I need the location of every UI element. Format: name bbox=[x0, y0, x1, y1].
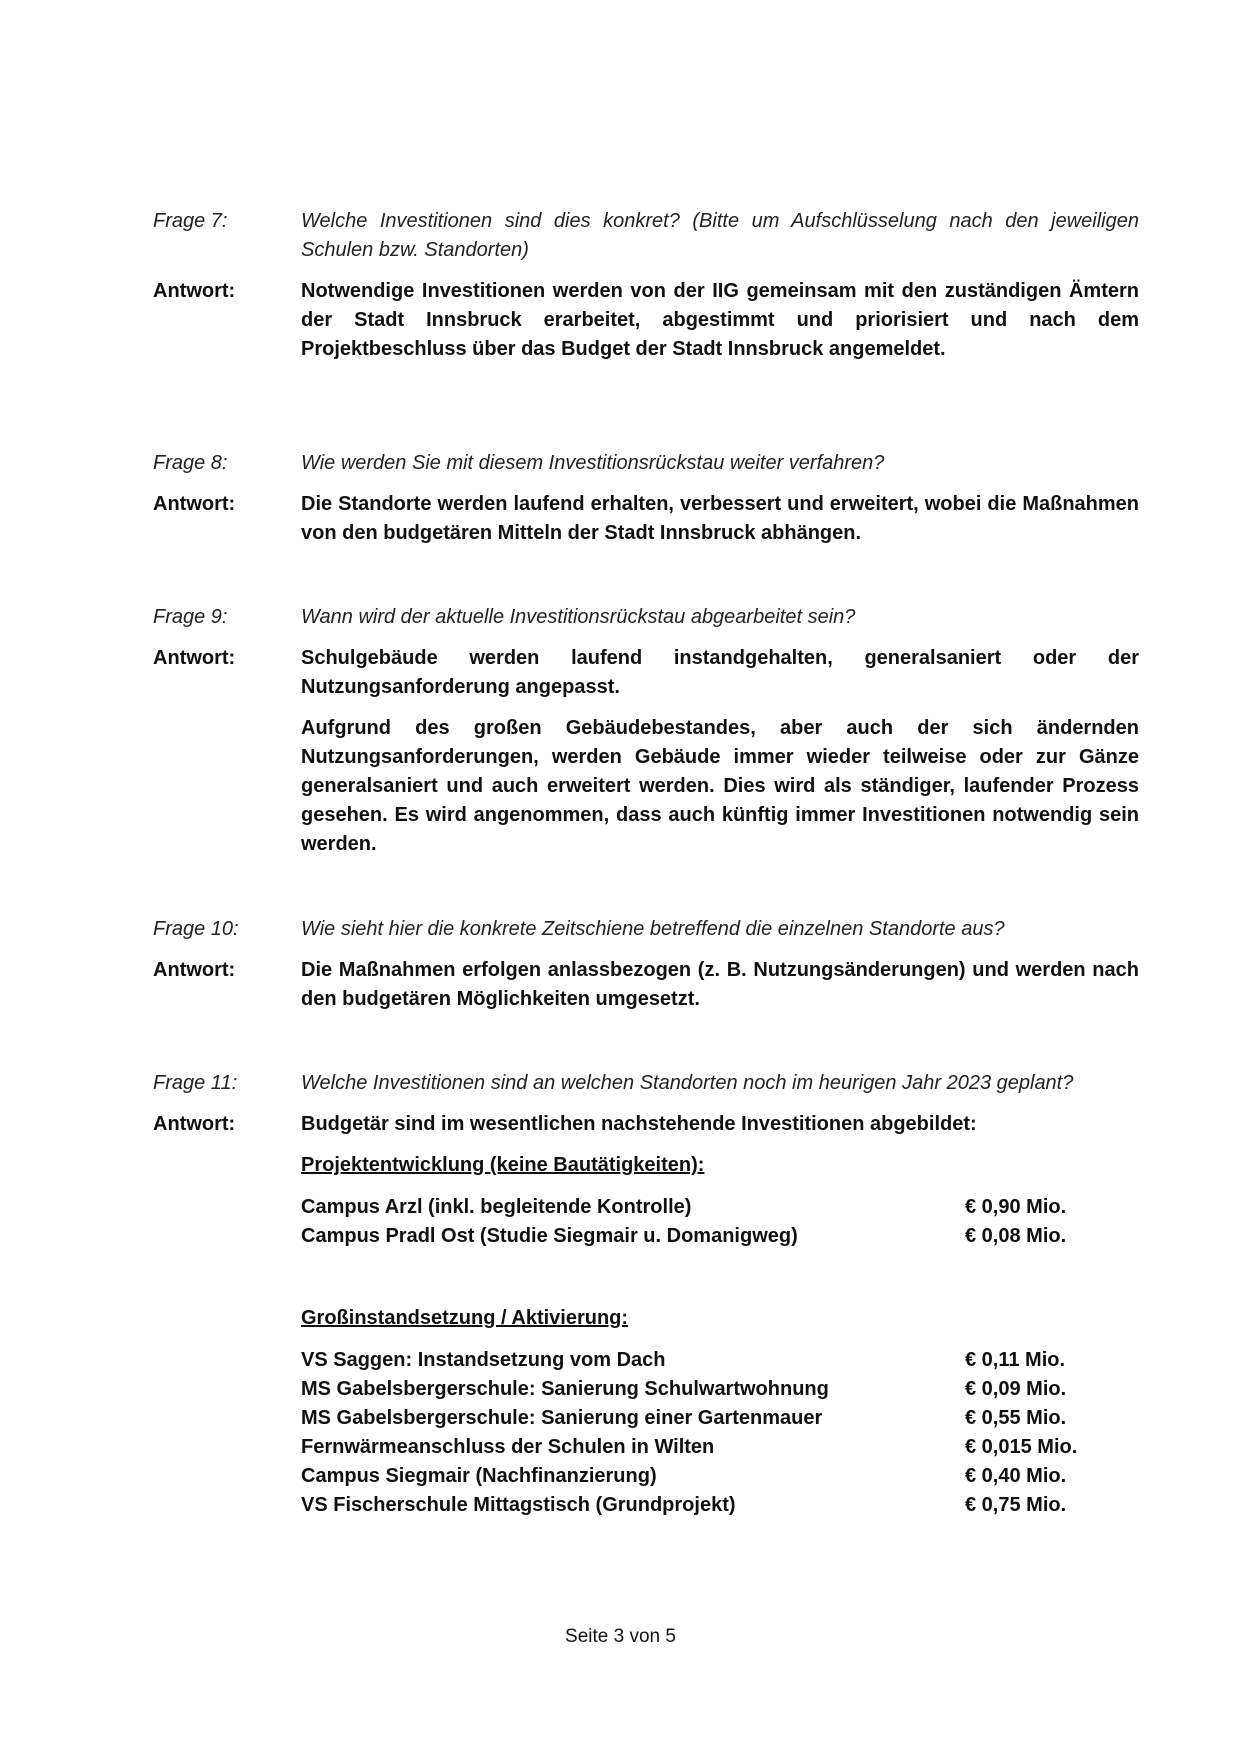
question-label: Frage 7: bbox=[153, 210, 228, 232]
item-amount: € 0,55 Mio. bbox=[965, 1407, 1067, 1429]
answer-text: Aufgrund des großen Gebäudebestandes, aber auch der sich ändernden Nutzungsanforderungen, werden Gebäude immer wieder teilweise oder zur Gänze generalsaniert und auch erweitert werden. Dies wird als ständiger, laufender Prozess gesehen. Es wird angenommen, dass auch künftig immer Investitionen notwendig sein werden. bbox=[301, 717, 1139, 855]
qa-block-9 bbox=[153, 603, 1143, 859]
item-name: Campus Arzl (inkl. begleitende Kontrolle) bbox=[301, 1196, 692, 1218]
investment-item bbox=[301, 1433, 1139, 1462]
question-text: Wie sieht hier die konkrete Zeitschiene betreffend die einzelnen Standorte aus? bbox=[301, 918, 1005, 940]
item-name: Campus Siegmair (Nachfinanzierung) bbox=[301, 1465, 657, 1487]
question-label: Frage 10: bbox=[153, 918, 239, 940]
answer-text: Die Maßnahmen erfolgen anlassbezogen (z. B. Nutzungsänderungen) und werden nach den budgetären Möglichkeiten umgesetzt. bbox=[301, 959, 1139, 1010]
question-label: Frage 9: bbox=[153, 606, 228, 628]
item-amount: € 0,40 Mio. bbox=[965, 1465, 1067, 1487]
qa-block-10 bbox=[153, 915, 1143, 1014]
answer-text: Die Standorte werden laufend erhalten, verbessert und erweitert, wobei die Maßnahmen von den budgetären Mitteln der Stadt Innsbruck abhängen. bbox=[301, 493, 1139, 544]
item-amount: € 0,09 Mio. bbox=[965, 1378, 1067, 1400]
question-text: Wann wird der aktuelle Investitionsrückstau abgearbeitet sein? bbox=[301, 606, 856, 628]
answer-label: Antwort: bbox=[153, 1113, 236, 1135]
question-text: Wie werden Sie mit diesem Investitionsrückstau weiter verfahren? bbox=[301, 452, 885, 474]
question-text: Welche Investitionen sind an welchen Standorten noch im heurigen Jahr 2023 geplant? bbox=[301, 1072, 1074, 1094]
investment-item bbox=[301, 1491, 1139, 1520]
investment-item bbox=[301, 1193, 1139, 1222]
investment-item bbox=[301, 1346, 1139, 1375]
item-amount: € 0,75 Mio. bbox=[965, 1494, 1067, 1516]
investment-item bbox=[301, 1462, 1139, 1491]
item-name: VS Fischerschule Mittagstisch (Grundprojekt) bbox=[301, 1494, 736, 1516]
investment-item bbox=[301, 1404, 1139, 1433]
item-amount: € 0,90 Mio. bbox=[965, 1196, 1067, 1218]
item-amount: € 0,11 Mio. bbox=[965, 1349, 1066, 1371]
item-name: MS Gabelsbergerschule: Sanierung einer Gartenmauer bbox=[301, 1407, 823, 1429]
answer-text: Budgetär sind im wesentlichen nachstehende Investitionen abgebildet: bbox=[301, 1113, 977, 1135]
answer-label: Antwort: bbox=[153, 647, 236, 669]
item-name: Campus Pradl Ost (Studie Siegmair u. Domanigweg) bbox=[301, 1225, 798, 1247]
item-name: VS Saggen: Instandsetzung vom Dach bbox=[301, 1349, 666, 1371]
answer-label: Antwort: bbox=[153, 493, 236, 515]
answer-label: Antwort: bbox=[153, 959, 236, 981]
qa-block-7 bbox=[153, 207, 1143, 364]
qa-block-8 bbox=[153, 449, 1143, 548]
investment-item bbox=[301, 1222, 1139, 1251]
item-amount: € 0,08 Mio. bbox=[965, 1225, 1067, 1247]
question-text: Welche Investitionen sind dies konkret? (Bitte um Aufschlüsselung nach den jeweiligen Schulen bzw. Standorten) bbox=[301, 210, 1139, 261]
qa-block-11 bbox=[153, 1069, 1143, 1520]
item-amount: € 0,015 Mio. bbox=[965, 1436, 1078, 1458]
answer-label: Antwort: bbox=[153, 280, 236, 302]
item-name: Fernwärmeanschluss der Schulen in Wilten bbox=[301, 1436, 715, 1458]
investment-list bbox=[301, 1193, 1139, 1251]
question-label: Frage 8: bbox=[153, 452, 228, 474]
section-heading: Großinstandsetzung / Aktivierung: bbox=[301, 1307, 629, 1329]
answer-text: Notwendige Investitionen werden von der IIG gemeinsam mit den zuständigen Ämtern der Stadt Innsbruck erarbeitet, abgestimmt und priorisiert und nach dem Projektbeschluss über das Budget der Stadt Innsbruck angemeldet. bbox=[301, 280, 1139, 360]
section-heading: Projektentwicklung (keine Bautätigkeiten): bbox=[301, 1154, 705, 1176]
investment-item bbox=[301, 1375, 1139, 1404]
answer-text: Schulgebäude werden laufend instandgehalten, generalsaniert oder der Nutzungsanforderung angepasst. bbox=[301, 647, 1139, 698]
page-number: Seite 3 von 5 bbox=[565, 1626, 676, 1647]
item-name: MS Gabelsbergerschule: Sanierung Schulwartwohnung bbox=[301, 1378, 829, 1400]
question-label: Frage 11: bbox=[153, 1072, 238, 1094]
investment-list bbox=[301, 1346, 1139, 1520]
